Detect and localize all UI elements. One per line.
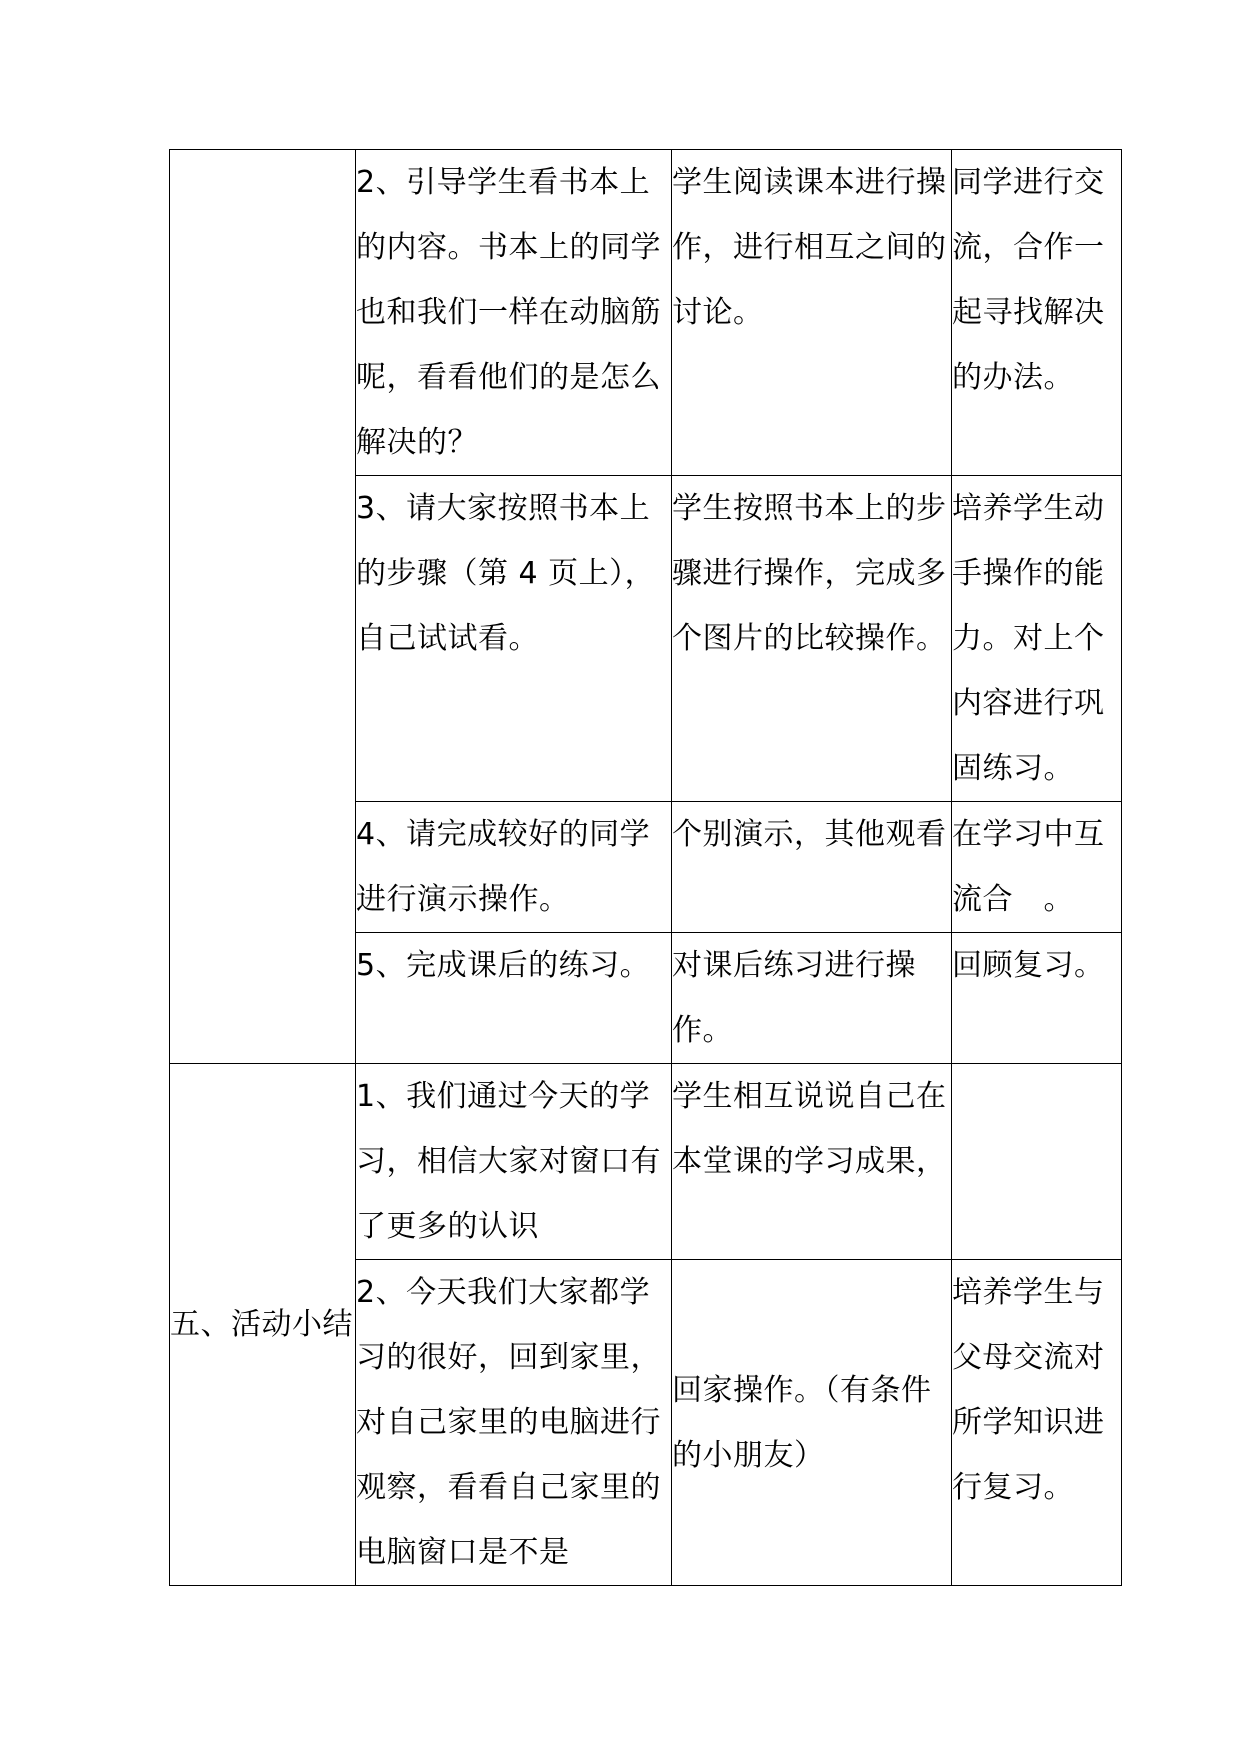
teacher-activity-cell	[356, 802, 672, 933]
stage-cell	[170, 1064, 356, 1586]
student-activity-text: 学生按照书本上的步骤进行操作，完成多个图片的比较操作。	[672, 491, 947, 656]
teacher-activity-text: 4、请完成较好的同学进行演示操作。	[356, 817, 651, 917]
teacher-activity-cell	[356, 1260, 672, 1586]
teacher-activity-text: 2、引导学生看书本上的内容。书本上的同学也和我们一样在动脑筋呢，看看他们的是怎么解决的？	[356, 165, 661, 460]
purpose-cell	[952, 476, 1122, 802]
purpose-text: 回顾复习。	[952, 948, 1105, 983]
student-activity-text: 学生相互说说自己在本堂课的学习成果，	[672, 1079, 947, 1179]
purpose-text: 培养学生动手操作的能力。对上个内容进行巩固练习。	[952, 491, 1105, 786]
teacher-activity-text: 2、今天我们大家都学习的很好，回到家里，对自己家里的电脑进行观察，看看自己家里的电脑窗口是不是	[356, 1275, 661, 1570]
purpose-cell	[952, 1260, 1122, 1586]
table-row	[170, 150, 1122, 476]
teacher-activity-cell	[356, 933, 672, 1064]
lesson-plan-table	[169, 149, 1122, 1586]
student-activity-cell	[672, 1260, 952, 1586]
teacher-activity-cell	[356, 1064, 672, 1260]
purpose-text: 在学习中互流合 。	[952, 817, 1105, 917]
teacher-activity-text: 5、完成课后的练习。	[356, 948, 651, 983]
teacher-activity-text: 3、请大家按照书本上的步骤（第 4 页上），自己试试看。	[356, 491, 656, 656]
teacher-activity-cell	[356, 150, 672, 476]
purpose-cell	[952, 150, 1122, 476]
stage-cell-empty	[170, 150, 356, 1064]
purpose-text: 培养学生与父母交流对所学知识进行复习。	[952, 1275, 1105, 1505]
student-activity-text: 学生阅读课本进行操作，进行相互之间的讨论。	[672, 165, 947, 330]
student-activity-text: 对课后练习进行操作。	[672, 948, 916, 1048]
table-row	[170, 1064, 1122, 1260]
student-activity-cell	[672, 802, 952, 933]
student-activity-cell	[672, 933, 952, 1064]
student-activity-cell	[672, 150, 952, 476]
purpose-cell	[952, 802, 1122, 933]
student-activity-text: 个别演示，其他观看	[672, 817, 947, 852]
student-activity-cell	[672, 476, 952, 802]
purpose-cell	[952, 1064, 1122, 1260]
teacher-activity-text: 1、我们通过今天的学习，相信大家对窗口有了更多的认识	[356, 1079, 661, 1244]
purpose-cell	[952, 933, 1122, 1064]
teacher-activity-cell	[356, 476, 672, 802]
stage-label: 五、活动小结	[170, 1307, 353, 1342]
student-activity-cell	[672, 1064, 952, 1260]
student-activity-text: 回家操作。（有条件的小朋友）	[672, 1372, 932, 1473]
purpose-text: 同学进行交流，合作一起寻找解决的办法。	[952, 165, 1105, 395]
